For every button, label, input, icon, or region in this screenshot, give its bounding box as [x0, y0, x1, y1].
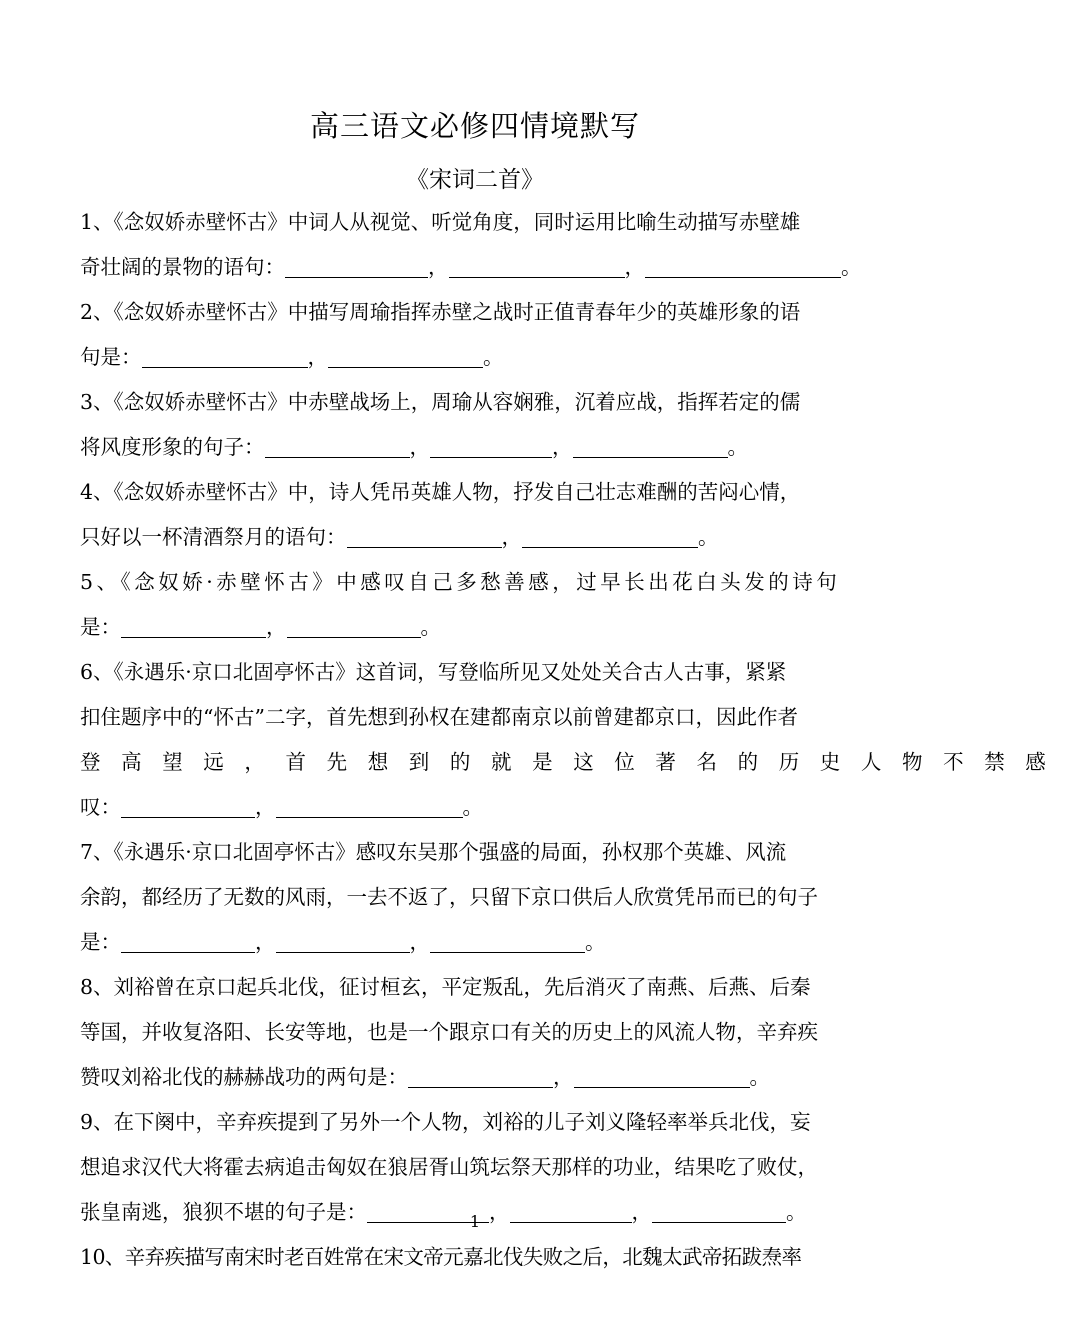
answer-blank-8b[interactable]: [574, 1065, 750, 1088]
question-8-line-1: 8、刘裕曾在京口起兵北伐，征讨桓玄，平定叛乱，先后消灭了南燕、后燕、后秦: [80, 975, 811, 999]
terminal-punctuation: 。: [420, 615, 441, 639]
question-2-line-1: 2、《念奴娇赤壁怀古》中描写周瑜指挥赤壁之战时正值青春年少的英雄形象的语: [80, 300, 801, 324]
question-2: [80, 290, 874, 380]
answer-blank-5a[interactable]: [121, 615, 266, 638]
question-7-prompt: 是：: [80, 930, 121, 954]
question-7-line-2: 余韵，都经历了无数的风雨，一去不返了，只留下京口供后人欣赏凭吊而已的句子: [80, 885, 818, 909]
page-subtitle: 《宋词二首》: [406, 167, 544, 193]
separator: ，: [409, 930, 430, 954]
answer-blank-6b[interactable]: [276, 795, 463, 818]
question-6-prompt: 叹：: [80, 795, 121, 819]
question-6-line-3: 登高望远，首先想到的就是这位著名的历史人物不禁感: [80, 750, 1066, 774]
page-number: 1: [469, 1212, 481, 1231]
separator: ，: [553, 1065, 574, 1089]
question-list: [80, 200, 1066, 1280]
question-5-line-1: 5、《念奴娇·赤壁怀古》中感叹自己多愁善感，过早长出花白头发的诗句: [80, 570, 841, 594]
separator: ，: [552, 435, 573, 459]
separator: ，: [489, 1200, 510, 1224]
separator: ，: [501, 525, 522, 549]
separator: ，: [266, 615, 287, 639]
terminal-punctuation: 。: [841, 255, 862, 279]
question-1: [80, 200, 874, 290]
separator: ，: [428, 255, 449, 279]
answer-blank-3a[interactable]: [265, 435, 410, 458]
question-6: [80, 650, 1066, 830]
answer-blank-4a[interactable]: [347, 525, 502, 548]
question-1-prompt: 奇壮阔的景物的语句：: [80, 255, 285, 279]
question-7: [80, 830, 874, 965]
question-8-line-3: [80, 1055, 874, 1100]
question-3-line-1: 3、《念奴娇赤壁怀古》中赤壁战场上，周瑜从容娴雅，沉着应战，指挥若定的儒: [80, 390, 801, 414]
question-9-prompt: 张皇南逃，狼狈不堪的句子是：: [80, 1200, 367, 1224]
question-4: [80, 470, 874, 560]
question-6-line-4: [80, 785, 874, 830]
terminal-punctuation: 。: [749, 1065, 770, 1089]
answer-blank-4b[interactable]: [522, 525, 698, 548]
separator: ，: [255, 795, 276, 819]
question-8-prompt: 赞叹刘裕北伐的赫赫战功的两句是：: [80, 1065, 408, 1089]
terminal-punctuation: 。: [462, 795, 483, 819]
question-10: [80, 1235, 874, 1280]
terminal-punctuation: 。: [786, 1200, 807, 1224]
question-3-prompt: 将风度形象的句子：: [80, 435, 265, 459]
question-10-line-1: 10、辛弃疾描写南宋时老百姓常在宋文帝元嘉北伐失败之后，北魏太武帝拓跋焘率: [80, 1245, 802, 1269]
question-7-line-3: [80, 920, 874, 965]
answer-blank-7a[interactable]: [121, 930, 255, 953]
terminal-punctuation: 。: [585, 930, 606, 954]
answer-blank-7c[interactable]: [430, 930, 585, 953]
question-5-prompt: 是：: [80, 615, 121, 639]
question-9-line-2: 想追求汉代大将霍去病追击匈奴在狼居胥山筑坛祭天那样的功业，结果吃了败仗，: [80, 1155, 818, 1179]
separator: ，: [409, 435, 430, 459]
terminal-punctuation: 。: [698, 525, 719, 549]
page-title: 高三语文必修四情境默写: [309, 109, 640, 143]
terminal-punctuation: 。: [727, 435, 748, 459]
answer-blank-1a[interactable]: [285, 255, 428, 278]
separator: ，: [624, 255, 645, 279]
answer-blank-1c[interactable]: [645, 255, 841, 278]
question-4-line-1: 4、《念奴娇赤壁怀古》中，诗人凭吊英雄人物，抒发自己壮志难酬的苦闷心情，: [80, 480, 801, 504]
answer-blank-6a[interactable]: [121, 795, 255, 818]
terminal-punctuation: 。: [483, 345, 504, 369]
answer-blank-3b[interactable]: [430, 435, 552, 458]
answer-blank-2b[interactable]: [328, 345, 483, 368]
question-5-line-2: [80, 605, 874, 650]
question-9-line-1: 9、在下阕中，辛弃疾提到了另外一个人物，刘裕的儿子刘义隆轻率举兵北伐，妄: [80, 1110, 811, 1134]
answer-blank-5b[interactable]: [287, 615, 421, 638]
question-4-line-2: [80, 515, 874, 560]
separator: ，: [255, 930, 276, 954]
answer-blank-3c[interactable]: [573, 435, 728, 458]
question-2-line-2: [80, 335, 874, 380]
answer-blank-1b[interactable]: [449, 255, 625, 278]
separator: ，: [307, 345, 328, 369]
question-3: [80, 380, 874, 470]
question-8-line-2: 等国，并收复洛阳、长安等地，也是一个跟京口有关的历史上的风流人物，辛弃疾: [80, 1020, 818, 1044]
answer-blank-2a[interactable]: [142, 345, 308, 368]
answer-blank-7b[interactable]: [276, 930, 410, 953]
separator: ，: [631, 1200, 652, 1224]
question-5: [80, 560, 874, 650]
question-2-prompt: 句是：: [80, 345, 142, 369]
question-1-line-1: 1、《念奴娇赤壁怀古》中词人从视觉、听觉角度，同时运用比喻生动描写赤壁雄: [80, 210, 801, 234]
question-3-line-2: [80, 425, 874, 470]
question-6-line-2: 扣住题序中的“怀古”二字，首先想到孙权在建都南京以前曾建都京口，因此作者: [80, 705, 798, 729]
question-8: [80, 965, 874, 1100]
question-1-line-2: [80, 245, 874, 290]
question-4-prompt: 只好以一杯清酒祭月的语句：: [80, 525, 347, 549]
answer-blank-8a[interactable]: [408, 1065, 553, 1088]
question-6-line-1: 6、《永遇乐·京口北固亭怀古》这首词，写登临所见又处处关合古人古事，紧紧: [80, 660, 787, 684]
question-7-line-1: 7、《永遇乐·京口北固亭怀古》感叹东吴那个强盛的局面，孙权那个英雄、风流: [80, 840, 787, 864]
